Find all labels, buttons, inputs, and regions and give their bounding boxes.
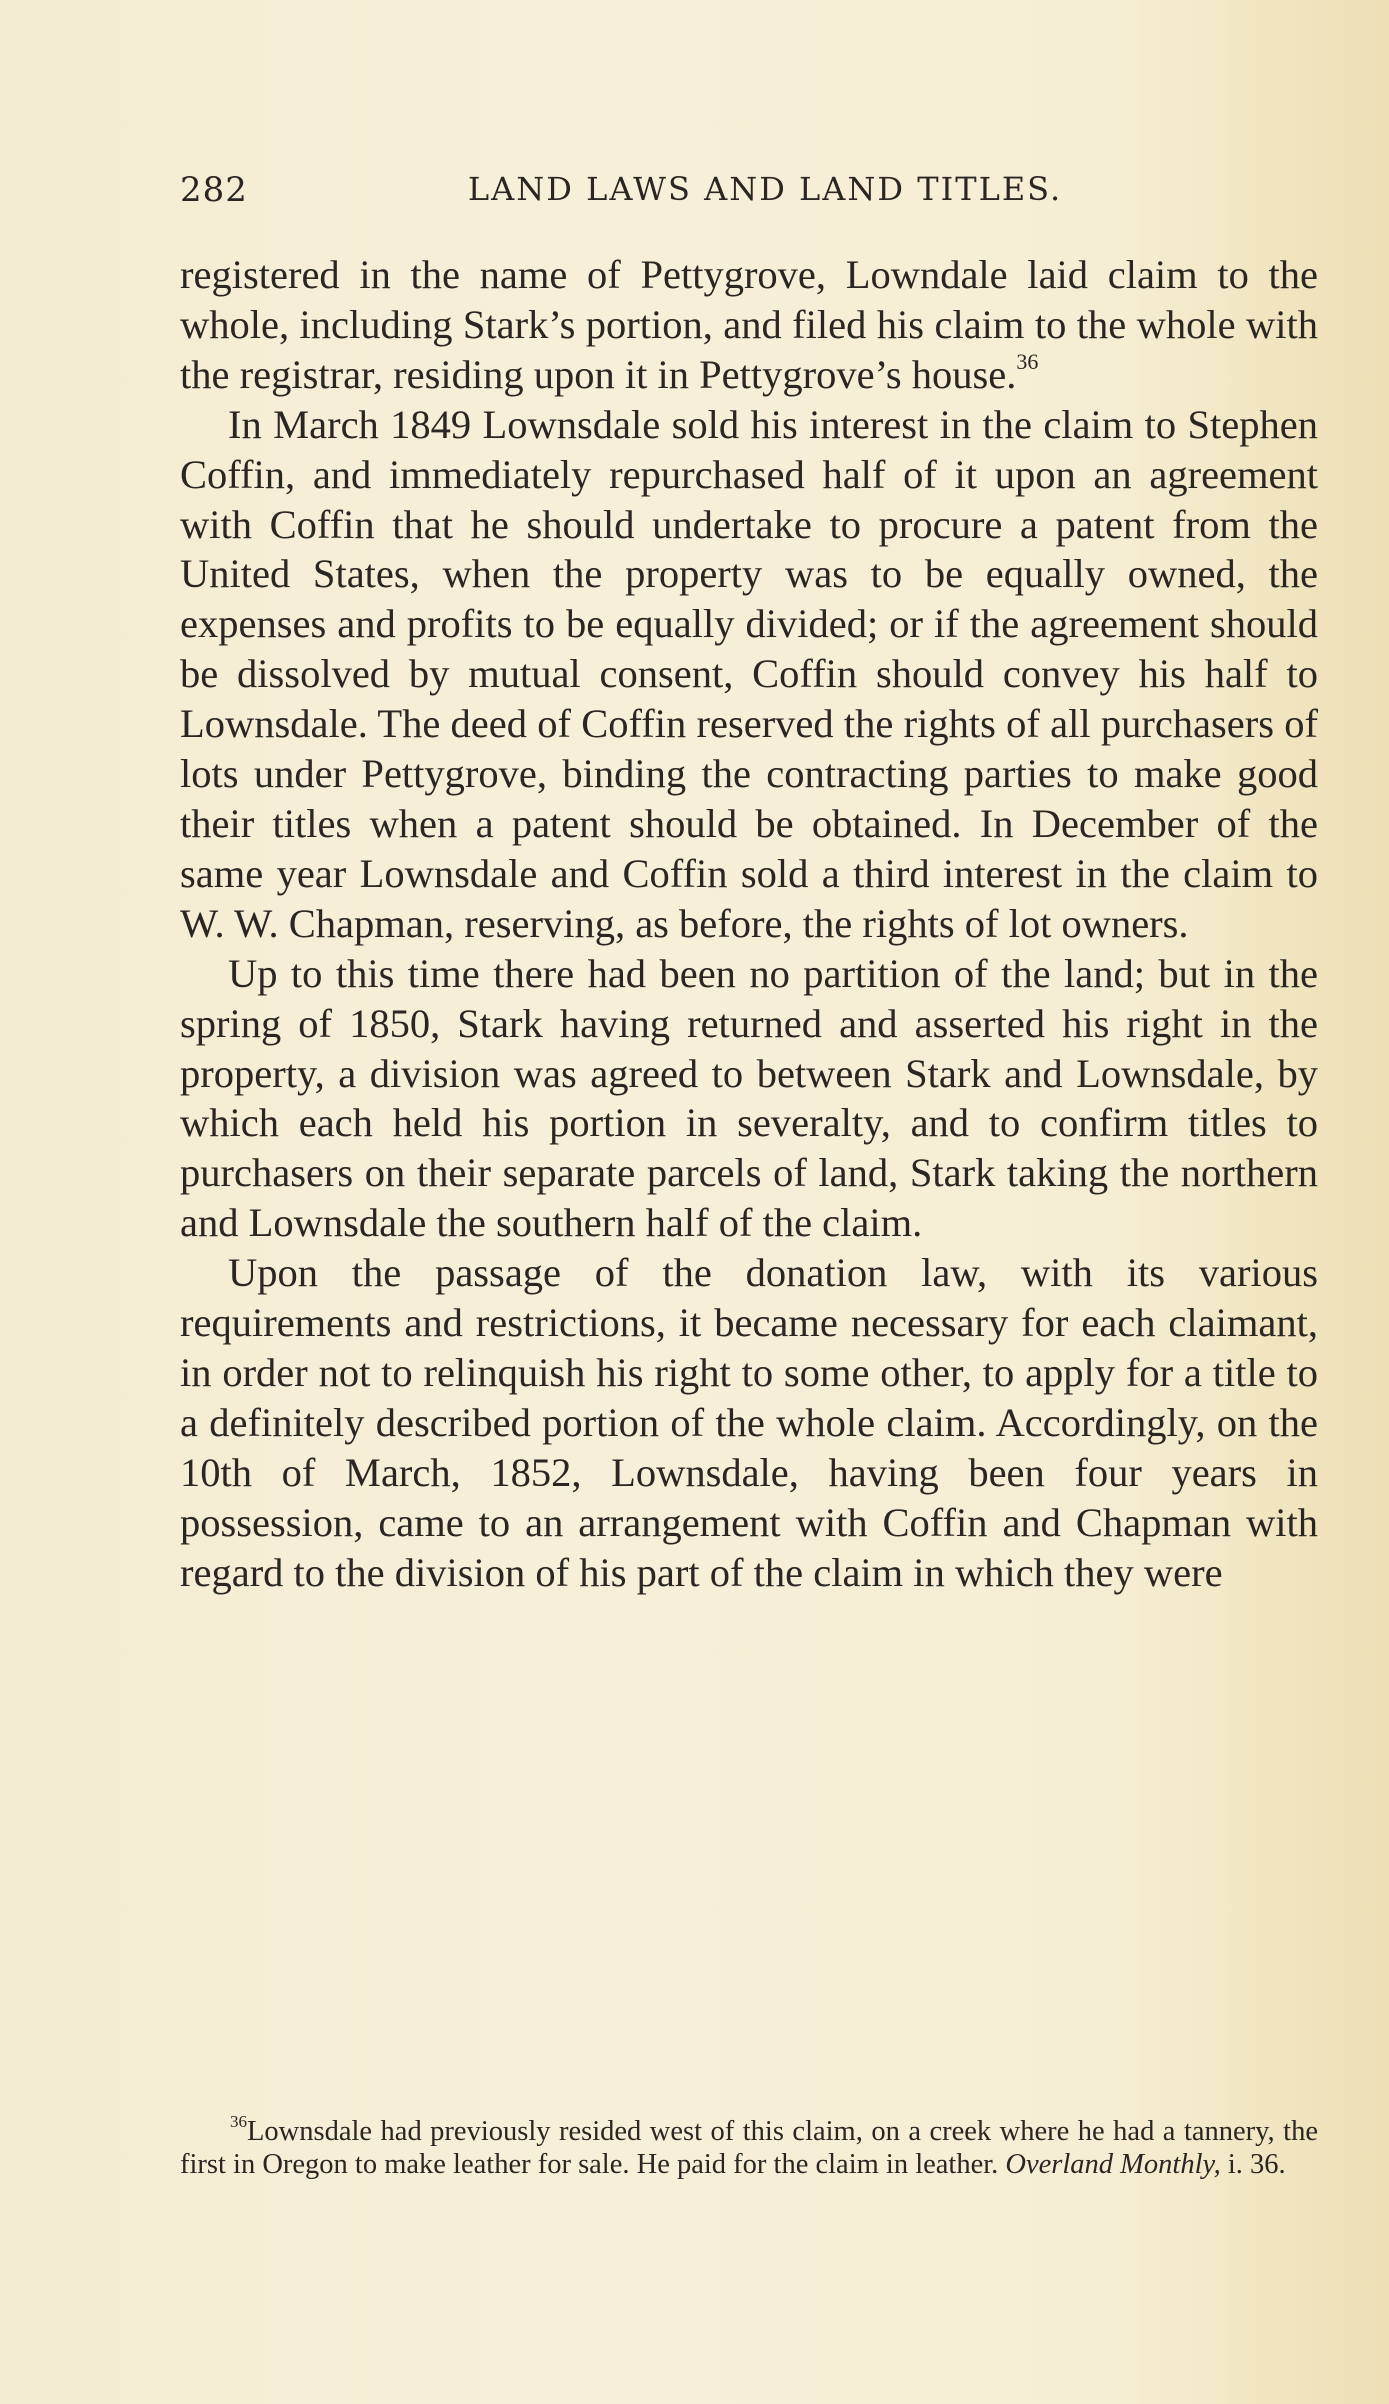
footnote-source-title: Overland Monthly, [1005,2149,1221,2180]
footnote-source-ref: i. 36. [1227,2149,1286,2180]
paragraph-3: Up to this time there had been no partition of the land; but in the spring of 1850, Stark having returned and asserted his right in the property, a division was agreed to between Stark and Lownsdale, by which each held his portion in severalty, and to confirm titles to purchasers on their separate parcels of land, Stark taking the northern and Lownsdale the southern half of the claim. [180,950,1318,1246]
running-title: LAND LAWS AND LAND TITLES. [467,170,1063,208]
paragraph-4: Upon the passage of the donation law, with its various requirements and restrictions, it became necessary for each claimant, in order not to relinquish his right to some other, to apply for a title to a definitely described portion of the whole claim. Accordingly, on the 10th of March, 1852, Lownsdale, having been four years in possession, came to an arrangement with Coffin and Chapman with regard to the division of his part of the claim in which they were [180,1250,1318,1595]
footnote-text: Lownsdale had previously resided west of this claim, on a creek where he had a tannery, the first in Oregon to make leather for sale. He paid for the claim in leather. [180,2116,1318,2180]
footnote-number: 36 [230,2111,247,2131]
paragraph-1 [180,250,1318,400]
footnote-ref-36: 36 [1016,349,1039,375]
running-head [180,170,1320,220]
page-number: 282 [180,170,248,210]
paragraph-1-text: registered in the name of Pettygrove, Lowndale laid claim to the whole, including Stark’s portion, and filed his claim to the whole with the registrar, residing upon it in Pettygrove’s house. [180,252,1318,397]
paragraph-2: In March 1849 Lownsdale sold his interest in the claim to Stephen Coffin, and immediately repurchased half of it upon an agreement with Coffin that he should undertake to procure a patent from the United States, when the property was to be equally owned, the expenses and profits to be equally divided; or if the agreement should be dissolved by mutual consent, Coffin should convey his half to Lownsdale. The deed of Coffin reserved the rights of all purchasers of lots under Pettygrove, binding the contracting parties to make good their titles when a patent should be obtained. In December of the same year Lownsdale and Coffin sold a third interest in the claim to W. W. Chapman, reserving, as before, the rights of lot owners. [180,401,1318,946]
body-text [180,250,1318,1597]
footnotes [180,2111,1318,2181]
footnote-36 [180,2111,1318,2181]
